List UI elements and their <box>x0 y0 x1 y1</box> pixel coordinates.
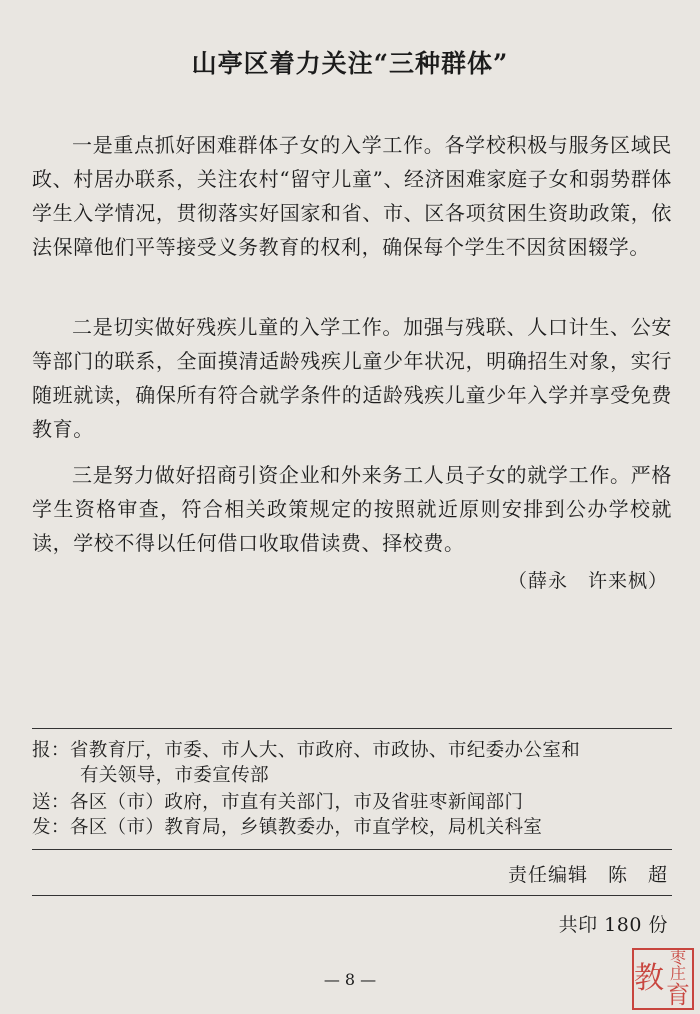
page-number: — 8 — <box>323 970 377 989</box>
report-line-2: 有关领导，市委宣传部 <box>80 765 270 786</box>
send-label: 送： <box>32 792 70 813</box>
report-to <box>32 738 672 788</box>
report-line-1: 省教育厅，市委、市人大、市政府、市政协、市纪委办公室和 <box>69 740 581 761</box>
paragraph-2: 二是切实做好残疾儿童的入学工作。加强与残联、人口计生、公安等部门的联系，全面摸清适龄残疾儿童少年状况，明确招生对象，实行随班就读，确保所有符合就学条件的适龄残疾儿童少年入学并享受免费教育。 <box>32 315 672 441</box>
zaozhuang-education-stamp <box>632 948 694 1010</box>
stamp-char-top-upper: 枣 <box>669 948 686 967</box>
paragraph-1: 一是重点抓好困难群体子女的入学工作。各学校积极与服务区域民政、村居办联系，关注农村“留守儿童”、经济困难家庭子女和弱势群体学生入学情况，贯彻落实好国家和省、市、区各项贫困生资助政策，依法保障他们平等接受义务教育的权利，确保每个学生不因贫困辍学。 <box>32 133 672 259</box>
issue-text: 各区（市）教育局，乡镇教委办，市直学校，局机关科室 <box>69 817 543 838</box>
divider-middle <box>32 849 672 850</box>
divider-bottom <box>32 895 672 896</box>
divider-top <box>32 728 672 729</box>
document-title: 山亭区着力关注“三种群体” <box>191 49 509 78</box>
stamp-char-top-lower: 庄 <box>669 964 686 983</box>
send-text: 各区（市）政府，市直有关部门，市及省驻枣新闻部门 <box>69 792 524 813</box>
issue-to <box>32 815 672 840</box>
report-label: 报： <box>32 740 70 761</box>
author-line: （薛永 许来枫） <box>507 570 668 592</box>
print-count: 共印 180 份 <box>558 914 668 936</box>
send-to <box>32 790 672 815</box>
stamp-char-big: 教 <box>634 961 664 996</box>
paragraph-3: 三是努力做好招商引资企业和外来务工人员子女的就学工作。严格学生资格审查，符合相关政策规定的按照就近原则安排到公办学校就读，学校不得以任何借口收取借读费、择校费。 <box>32 463 672 555</box>
editor-line: 责任编辑 陈 超 <box>507 864 668 886</box>
issue-label: 发： <box>32 817 70 838</box>
stamp-char-top <box>664 950 692 982</box>
stamp-char-bottom: 育 <box>666 981 690 1009</box>
